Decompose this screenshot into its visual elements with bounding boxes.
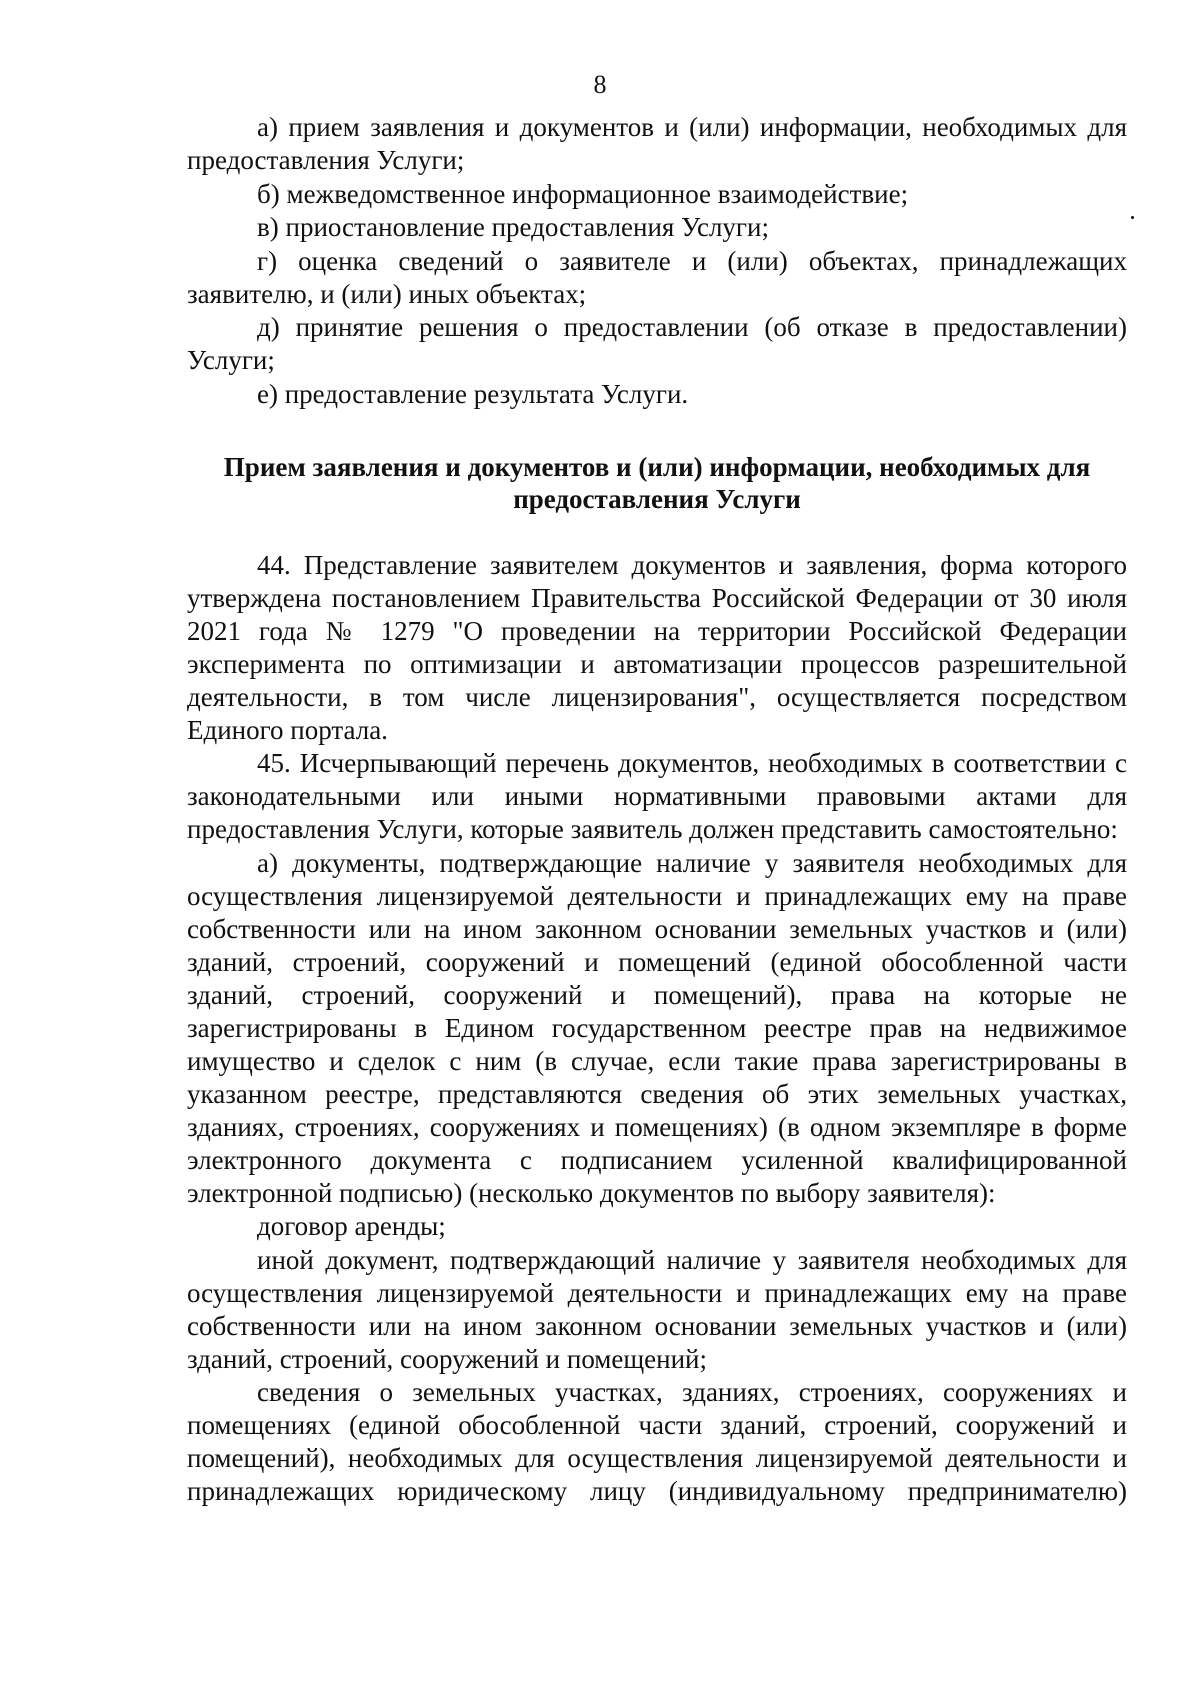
- paragraph-44: 44. Представление заявителем документов и заявления, форма которого утверждена постановлением Правительства Российской Федерации от 30 июля 2021 года № 1279 "О проведении на территории Российской Федерации эксперимента по оптимизации и автоматизации процессов разрешительной деятельности, в том числе лицензирования", осуществляется посредством Единого портала.: [187, 549, 1127, 745]
- list-item-a: а) прием заявления и документов и (или) информации, необходимых для предоставления Услуги;: [187, 112, 1127, 175]
- section-heading-line-1: Прием заявления и документов и (или) информации, необходимых для: [223, 451, 1091, 482]
- page-number: 8: [593, 70, 607, 99]
- document-body: [187, 111, 1127, 1509]
- list-item-b: б) межведомственное информационное взаимодействие;: [257, 178, 909, 209]
- section-heading: [187, 451, 1127, 515]
- paragraph-45-a: а) документы, подтверждающие наличие у заявителя необходимых для осуществления лицензируемой деятельности и принадлежащих ему на праве собственности или на ином законном основании земельных участков и (или) зданий, строений, сооружений и помещений (единой обособленной части зданий, строений, сооружений и помещений), права на которые не зарегистрированы в Едином государственном реестре прав на недвижимое имущество и сделок с ним (в случае, если такие права зарегистрированы в указанном реестре, представляются сведения об этих земельных участках, зданиях, строениях, сооружениях и помещениях) (в одном экземпляре в форме электронного документа с подписанием усиленной квалифицированной электронной подписью) (несколько документов по выбору заявителя):: [187, 847, 1127, 1208]
- paragraph-information: сведения о земельных участках, зданиях, строениях, сооружениях и помещениях (единой обособленной части зданий, строений, сооружений и помещений), необходимых для осуществления лицензируемой деятельности и принадлежащих юридическому лицу (индивидуальному предпринимателю): [187, 1377, 1127, 1506]
- paragraph-45: 45. Исчерпывающий перечень документов, необходимых в соответствии с законодательными или иными нормативными правовыми актами для предоставления Услуги, которые заявитель должен представить самостоятельно:: [187, 748, 1127, 844]
- list-item-g: г) оценка сведений о заявителе и (или) объектах, принадлежащих заявителю, и (или) иных объектах;: [187, 245, 1127, 309]
- stray-dot: [1131, 216, 1134, 219]
- list-item-v: в) приостановление предоставления Услуги;: [257, 212, 769, 242]
- list-item-d: д) принятие решения о предоставлении (об отказе в предоставлении) Услуги;: [187, 312, 1127, 375]
- paragraph-other-document: иной документ, подтверждающий наличие у заявителя необходимых для осуществления лицензируемой деятельности и принадлежащих ему на праве собственности или на ином законном основании земельных участков и (или) зданий, строений, сооружений и помещений;: [187, 1244, 1127, 1374]
- paragraph-lease: договор аренды;: [257, 1211, 446, 1241]
- section-heading-line-2: предоставления Услуги: [513, 483, 801, 514]
- list-item-e: е) предоставление результата Услуги.: [257, 378, 689, 409]
